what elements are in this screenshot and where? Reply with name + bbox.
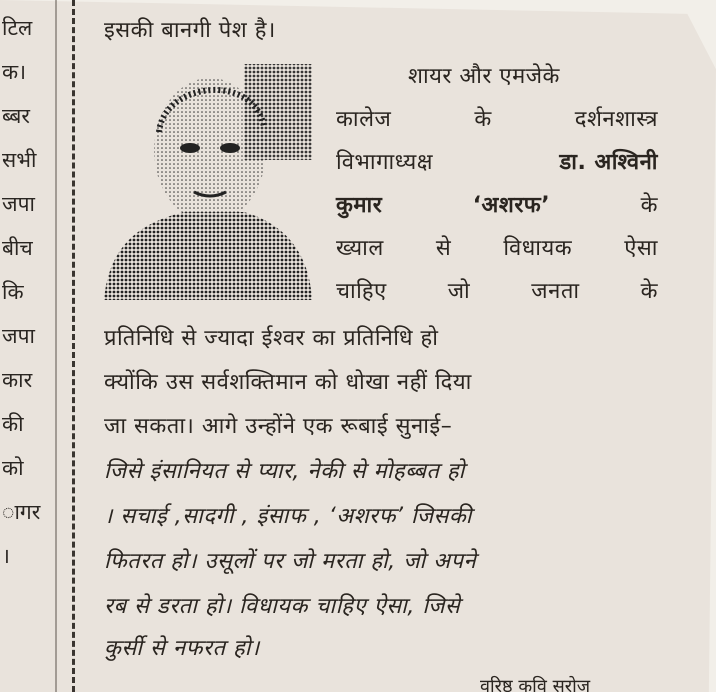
verse-line: फितरत हो। उसूलों पर जो मरता हो, जो अपने (104, 549, 477, 574)
adjacent-line: टिल (2, 16, 33, 40)
text-line: क्योंकि उस सर्वशक्तिमान को धोखा नहीं दिया (104, 370, 472, 395)
word: विधायक (503, 236, 573, 261)
adjacent-line: कार (2, 368, 33, 392)
text-line (336, 232, 658, 262)
word: चाहिए (336, 279, 387, 304)
adjacent-column-text (0, 0, 58, 692)
text-line: शायर और एमजेके (408, 64, 560, 89)
author-pen-name: ‘अशरफ’ (472, 193, 551, 218)
text-line: जा सकता। आगे उन्होंने एक रूबाई सुनाई– (104, 414, 453, 439)
column-divider (72, 0, 75, 692)
adjacent-line: क। (2, 60, 27, 84)
cut-off-line: वरिष्ठ कवि सरोज (480, 676, 591, 692)
adjacent-line: जपा (2, 192, 35, 216)
word: से (435, 236, 452, 261)
word: विभागाध्यक्ष (336, 150, 433, 175)
verse-line: जिसे इंसानियत से प्यार, नेकी से मोहब्बत हो (104, 459, 465, 484)
word: के (640, 279, 658, 304)
verse-line: । सचाई ,सादगी , इंसाफ , ‘अशरफ’ जिसकी (104, 504, 472, 529)
cut-off-text (150, 672, 610, 692)
adjacent-line: ागर (2, 500, 41, 524)
verse-line: रब से डरता हो। विधायक चाहिए ऐसा, जिसे (104, 594, 461, 619)
adjacent-line: । (2, 544, 10, 568)
adjacent-line: जपा (2, 324, 35, 348)
adjacent-line: को (2, 456, 24, 480)
adjacent-line: ब्बर (2, 104, 30, 128)
adjacent-line: सभी (2, 148, 37, 172)
word: जनता (531, 279, 580, 304)
adjacent-line: की (2, 412, 24, 436)
text-line (336, 275, 658, 305)
word: ऐसा (624, 236, 658, 261)
text-line (336, 146, 658, 176)
text-line: इसकी बानगी पेश है। (104, 18, 276, 43)
word: ख्याल (336, 236, 384, 261)
column-edge (55, 0, 63, 692)
word: जो (447, 279, 471, 304)
text-line: प्रतिनिधि से ज्यादा ईश्वर का प्रतिनिधि हो (104, 326, 439, 351)
word: के (640, 193, 658, 218)
word: कालेज (336, 107, 392, 132)
text-line (336, 103, 658, 133)
word: दर्शनशास्त्र (574, 107, 658, 132)
text-line (336, 189, 658, 219)
word: के (474, 107, 492, 132)
adjacent-line: कि (2, 280, 24, 304)
author-name: कुमार (336, 193, 383, 218)
verse-line: कुर्सी से नफरत हो। (104, 636, 260, 661)
article-body (96, 0, 662, 692)
adjacent-line: बीच (2, 236, 33, 260)
author-name: डा. अश्विनी (559, 150, 658, 175)
